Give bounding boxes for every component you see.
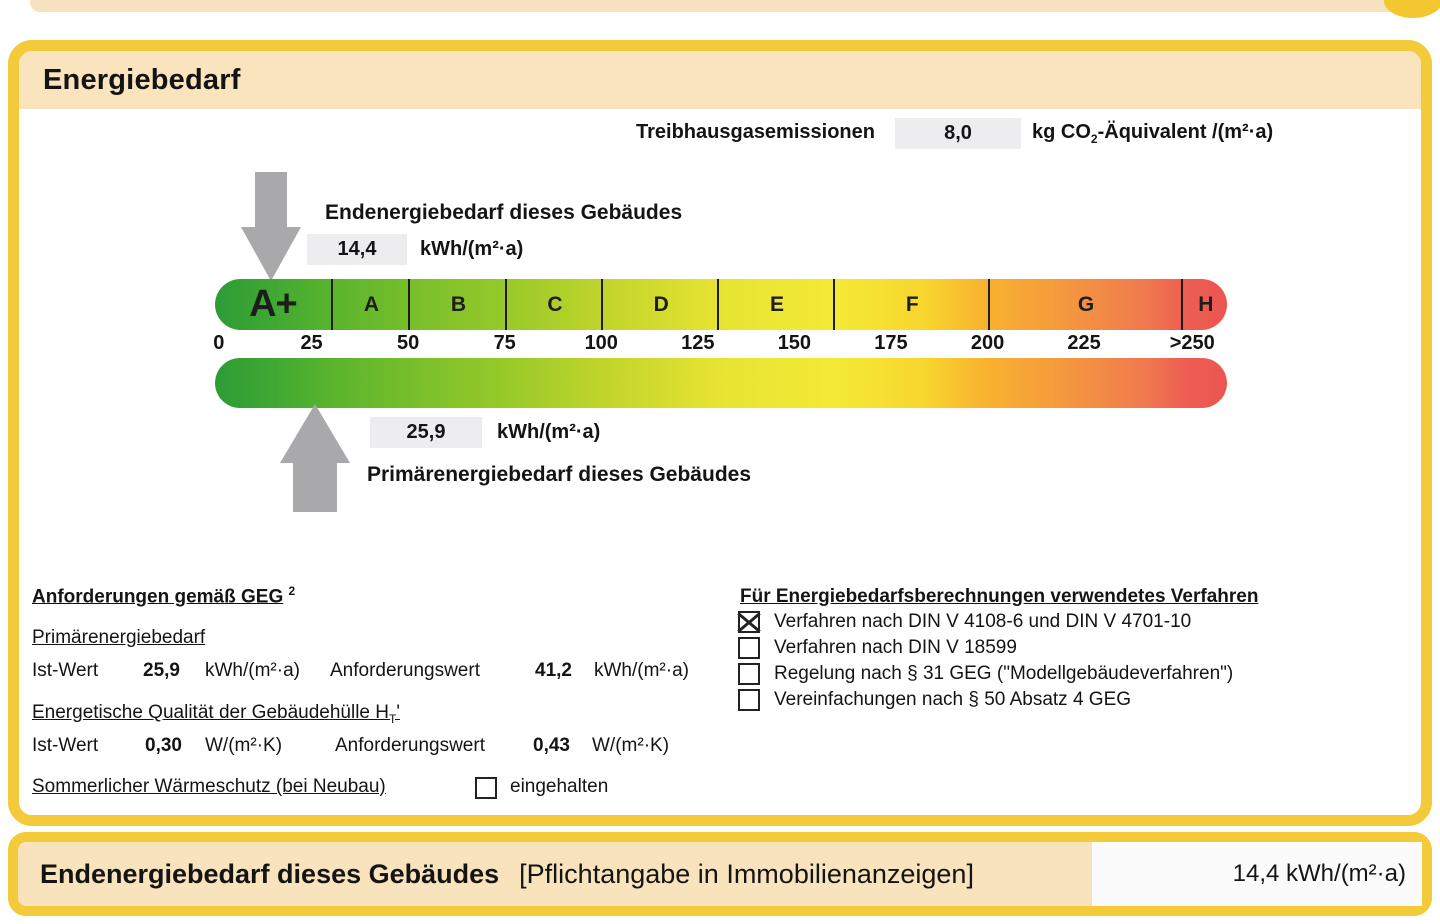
checkbox-checked[interactable] [738,611,760,633]
verfahren-item-label: Regelung nach § 31 GEG ("Modellgebäudeverfahren") [774,663,1234,684]
requirements-subheading-primaer: Primärenergiebedarf [32,627,206,648]
section-header [19,51,1421,109]
primaerenergie-value: 25,9 [406,421,446,443]
emissions-value: 8,0 [944,122,972,144]
anforderungswert-unit: kWh/(m²·a) [594,660,689,681]
primaerenergie-unit: kWh/(m²·a) [497,421,601,443]
ist-wert-unit: W/(m²·K) [205,735,283,756]
arrow-shaft [255,172,287,227]
scale-class-D [601,279,719,330]
scale-class-label: G [1077,292,1095,316]
scale-tick-label: 75 [493,332,516,354]
verfahren-list [738,609,1233,713]
scale-tick-label: 225 [1067,332,1101,354]
scale-class-E [717,279,835,330]
scale-class-G [988,279,1183,330]
checkbox-unchecked[interactable] [738,637,760,659]
requirements-subheading-huelle: Energetische Qualität der Gebäudehülle $H_T'$ [32,702,400,726]
scale-tick-label: >250 [1169,332,1215,354]
scale-tick-label: 150 [777,332,812,354]
sommer-label: Sommerlicher Wärmeschutz (bei Neubau) [32,776,386,797]
requirements-row-huelle [32,735,752,759]
verfahren-item [738,635,1233,661]
verfahren-item [738,687,1233,713]
scale-class-label: D [653,292,669,316]
primaerenergie-label: Primärenergiebedarf dieses Gebäudes [367,463,751,486]
primaerenergie-arrow-icon [280,404,350,512]
energy-scale-lower-band [215,358,1227,408]
scale-class-A+ [215,279,331,330]
ist-wert-label: Ist-Wert [32,735,99,756]
ist-wert-unit: kWh/(m²·a) [205,660,300,681]
arrow-head [280,404,350,463]
checkbox-unchecked[interactable] [738,689,760,711]
ist-wert-label: Ist-Wert [32,660,99,681]
endenergie-value-field [307,234,407,265]
sommer-checkbox-label: eingehalten [510,776,609,797]
footer-subtitle: [Pflichtangabe in Immobilienanzeigen] [519,858,974,889]
requirements-heading: Anforderungen gemäß GEG $^2$ [32,584,296,608]
scale-tick-label: 200 [970,332,1005,354]
scale-tick-label: 100 [584,332,618,354]
endenergie-label: Endenergiebedarf dieses Gebäudes [325,201,683,224]
verfahren-heading: Für Energiebedarfsberechnungen verwendetes Verfahren [740,586,1259,607]
previous-section-edge [30,0,1414,12]
scale-class-F [833,279,990,330]
verfahren-item-label: Verfahren nach DIN V 18599 [774,637,1017,658]
arrow-head [241,227,301,281]
energy-scale-ticks [215,332,1227,356]
scale-tick-label: 50 [397,332,420,354]
scale-class-label: A+ [249,283,297,325]
endenergie-value: 14,4 [337,238,377,260]
scale-tick-label: 25 [300,332,323,354]
sommer-waermeschutz-row [32,776,752,800]
emissions-value-field [895,118,1021,149]
arrow-shaft [293,463,337,512]
scale-tick-label: 175 [874,332,908,354]
scale-class-B [408,279,507,330]
anforderungswert-label: Anforderungswert [335,735,485,756]
anforderungswert-label: Anforderungswert [330,660,480,681]
footer-value: 14,4 kWh/(m²·a) [1232,860,1406,887]
verfahren-item-label: Vereinfachungen nach § 50 Absatz 4 GEG [774,689,1132,710]
footnote-marker: 2 [288,584,296,598]
checkbox-unchecked[interactable] [738,663,760,685]
verfahren-item-label: Verfahren nach DIN V 4108-6 und DIN V 4701-10 [774,611,1192,632]
scale-class-H [1181,279,1229,330]
sommer-checkbox[interactable] [475,777,497,799]
scale-class-label: A [363,292,380,316]
emissions-unit: kg $CO_2$-Äquivalent /(m²·a) [1032,121,1274,146]
requirements-row-primaer [32,660,752,684]
emissions-label: Treibhausgasemissionen [636,121,875,143]
endenergie-unit: kWh/(m²·a) [420,238,524,260]
footer-title: Endenergiebedarf dieses Gebäudes [40,858,500,889]
section-title: Energiebedarf [43,63,241,96]
scale-class-label: C [547,292,563,316]
scale-class-label: E [770,292,785,316]
anforderungswert-value: 0,43 [533,735,570,756]
footer-summary-bar [8,832,1432,916]
energy-scale-upper-band [215,279,1227,330]
verfahren-item [738,661,1233,687]
verfahren-item [738,609,1233,635]
anforderungswert-value: 41,2 [535,660,572,681]
endenergie-arrow-icon [241,172,301,281]
ist-wert-value: 0,30 [145,735,182,756]
scale-class-C [505,279,604,330]
scale-class-label: B [450,292,466,316]
footer-value-field [1092,842,1422,906]
primaerenergie-value-field [370,417,482,448]
page-number-badge [1384,0,1440,18]
scale-class-A [331,279,410,330]
scale-tick-label: 125 [681,332,715,354]
ist-wert-value: 25,9 [143,660,180,681]
anforderungswert-unit: W/(m²·K) [592,735,670,756]
scale-class-label: H [1198,292,1214,316]
scale-class-label: F [905,292,919,316]
scale-tick-label: 0 [213,332,225,354]
